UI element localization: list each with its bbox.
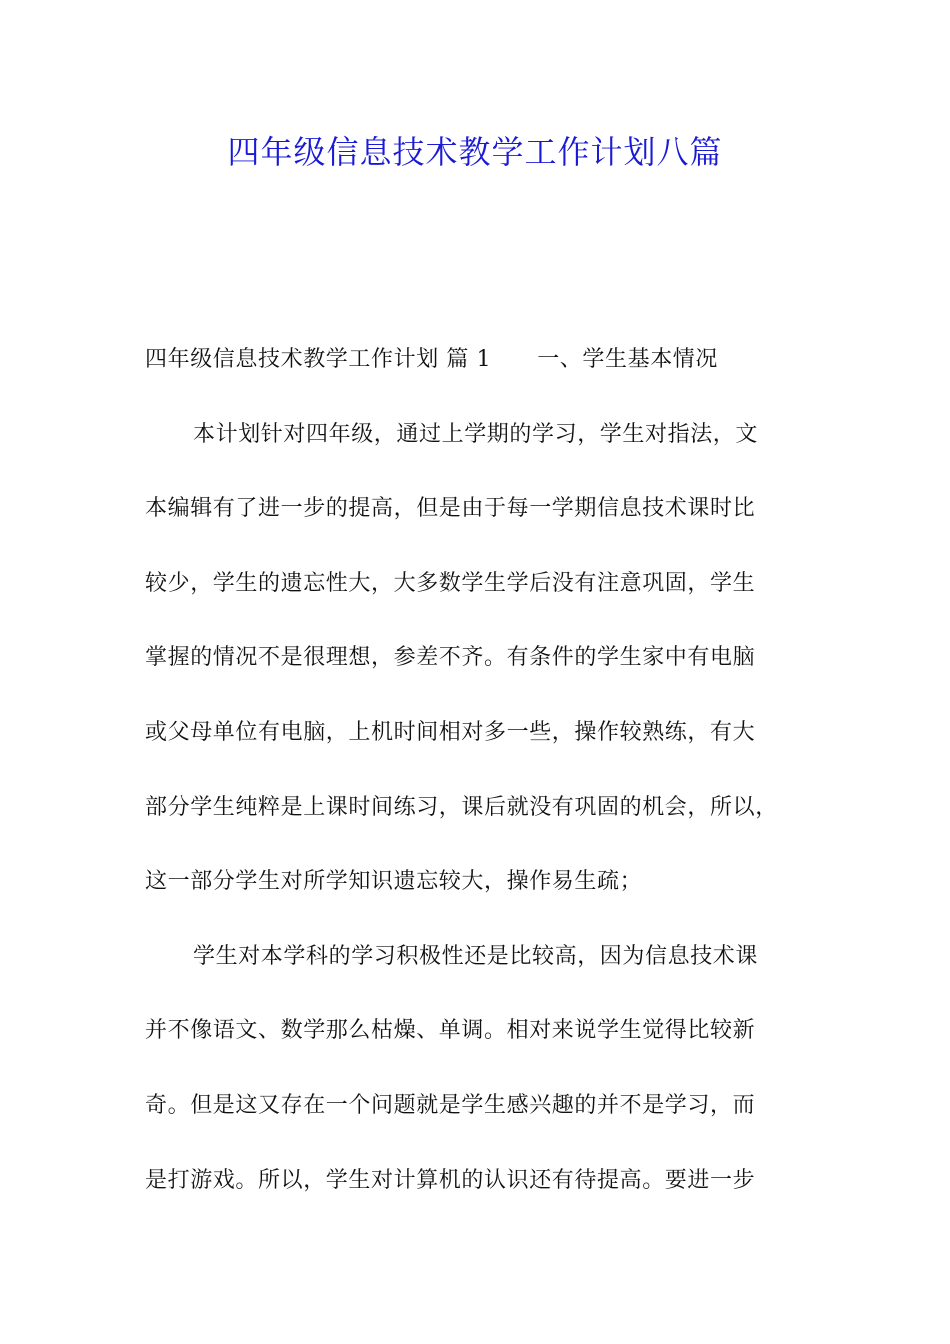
paragraph-line: 掌握的情况不是很理想，参差不齐。有条件的学生家中有电脑: [145, 645, 756, 671]
section-heading-line: [145, 339, 825, 414]
paragraph-line: 本编辑有了进一步的提高，但是由于每一学期信息技术课时比: [145, 496, 756, 522]
section-subheading: 一、学生基本情况: [537, 347, 718, 372]
paragraph-line: 这一部分学生对所学知识遗忘较大，操作易生疏；: [145, 869, 643, 895]
section-heading-title: 四年级信息技术教学工作计划 篇 1: [145, 347, 492, 372]
paragraph-line: 是打游戏。所以，学生对计算机的认识还有待提高。要进一步: [145, 1167, 756, 1193]
paragraph-line: 较少，学生的遗忘性大，大多数学生学后没有注意巩固，学生: [145, 570, 756, 596]
paragraph-line: 奇。但是这又存在一个问题就是学生感兴趣的并不是学习，而: [145, 1092, 756, 1118]
document-body: [145, 339, 825, 1234]
paragraph-line: 学生对本学科的学习积极性还是比较高，因为信息技术课: [193, 943, 759, 969]
document-title: 四年级信息技术教学工作计划八篇: [227, 133, 723, 171]
paragraph-line: 本计划针对四年级，通过上学期的学习，学生对指法，文: [193, 421, 759, 447]
paragraph-line: 部分学生纯粹是上课时间练习，课后就没有巩固的机会，所以，: [145, 794, 778, 820]
paragraph-line: 并不像语文、数学那么枯燥、单调。相对来说学生觉得比较新: [145, 1018, 756, 1044]
paragraph-line: 或父母单位有电脑，上机时间相对多一些，操作较熟练，有大: [145, 719, 756, 745]
